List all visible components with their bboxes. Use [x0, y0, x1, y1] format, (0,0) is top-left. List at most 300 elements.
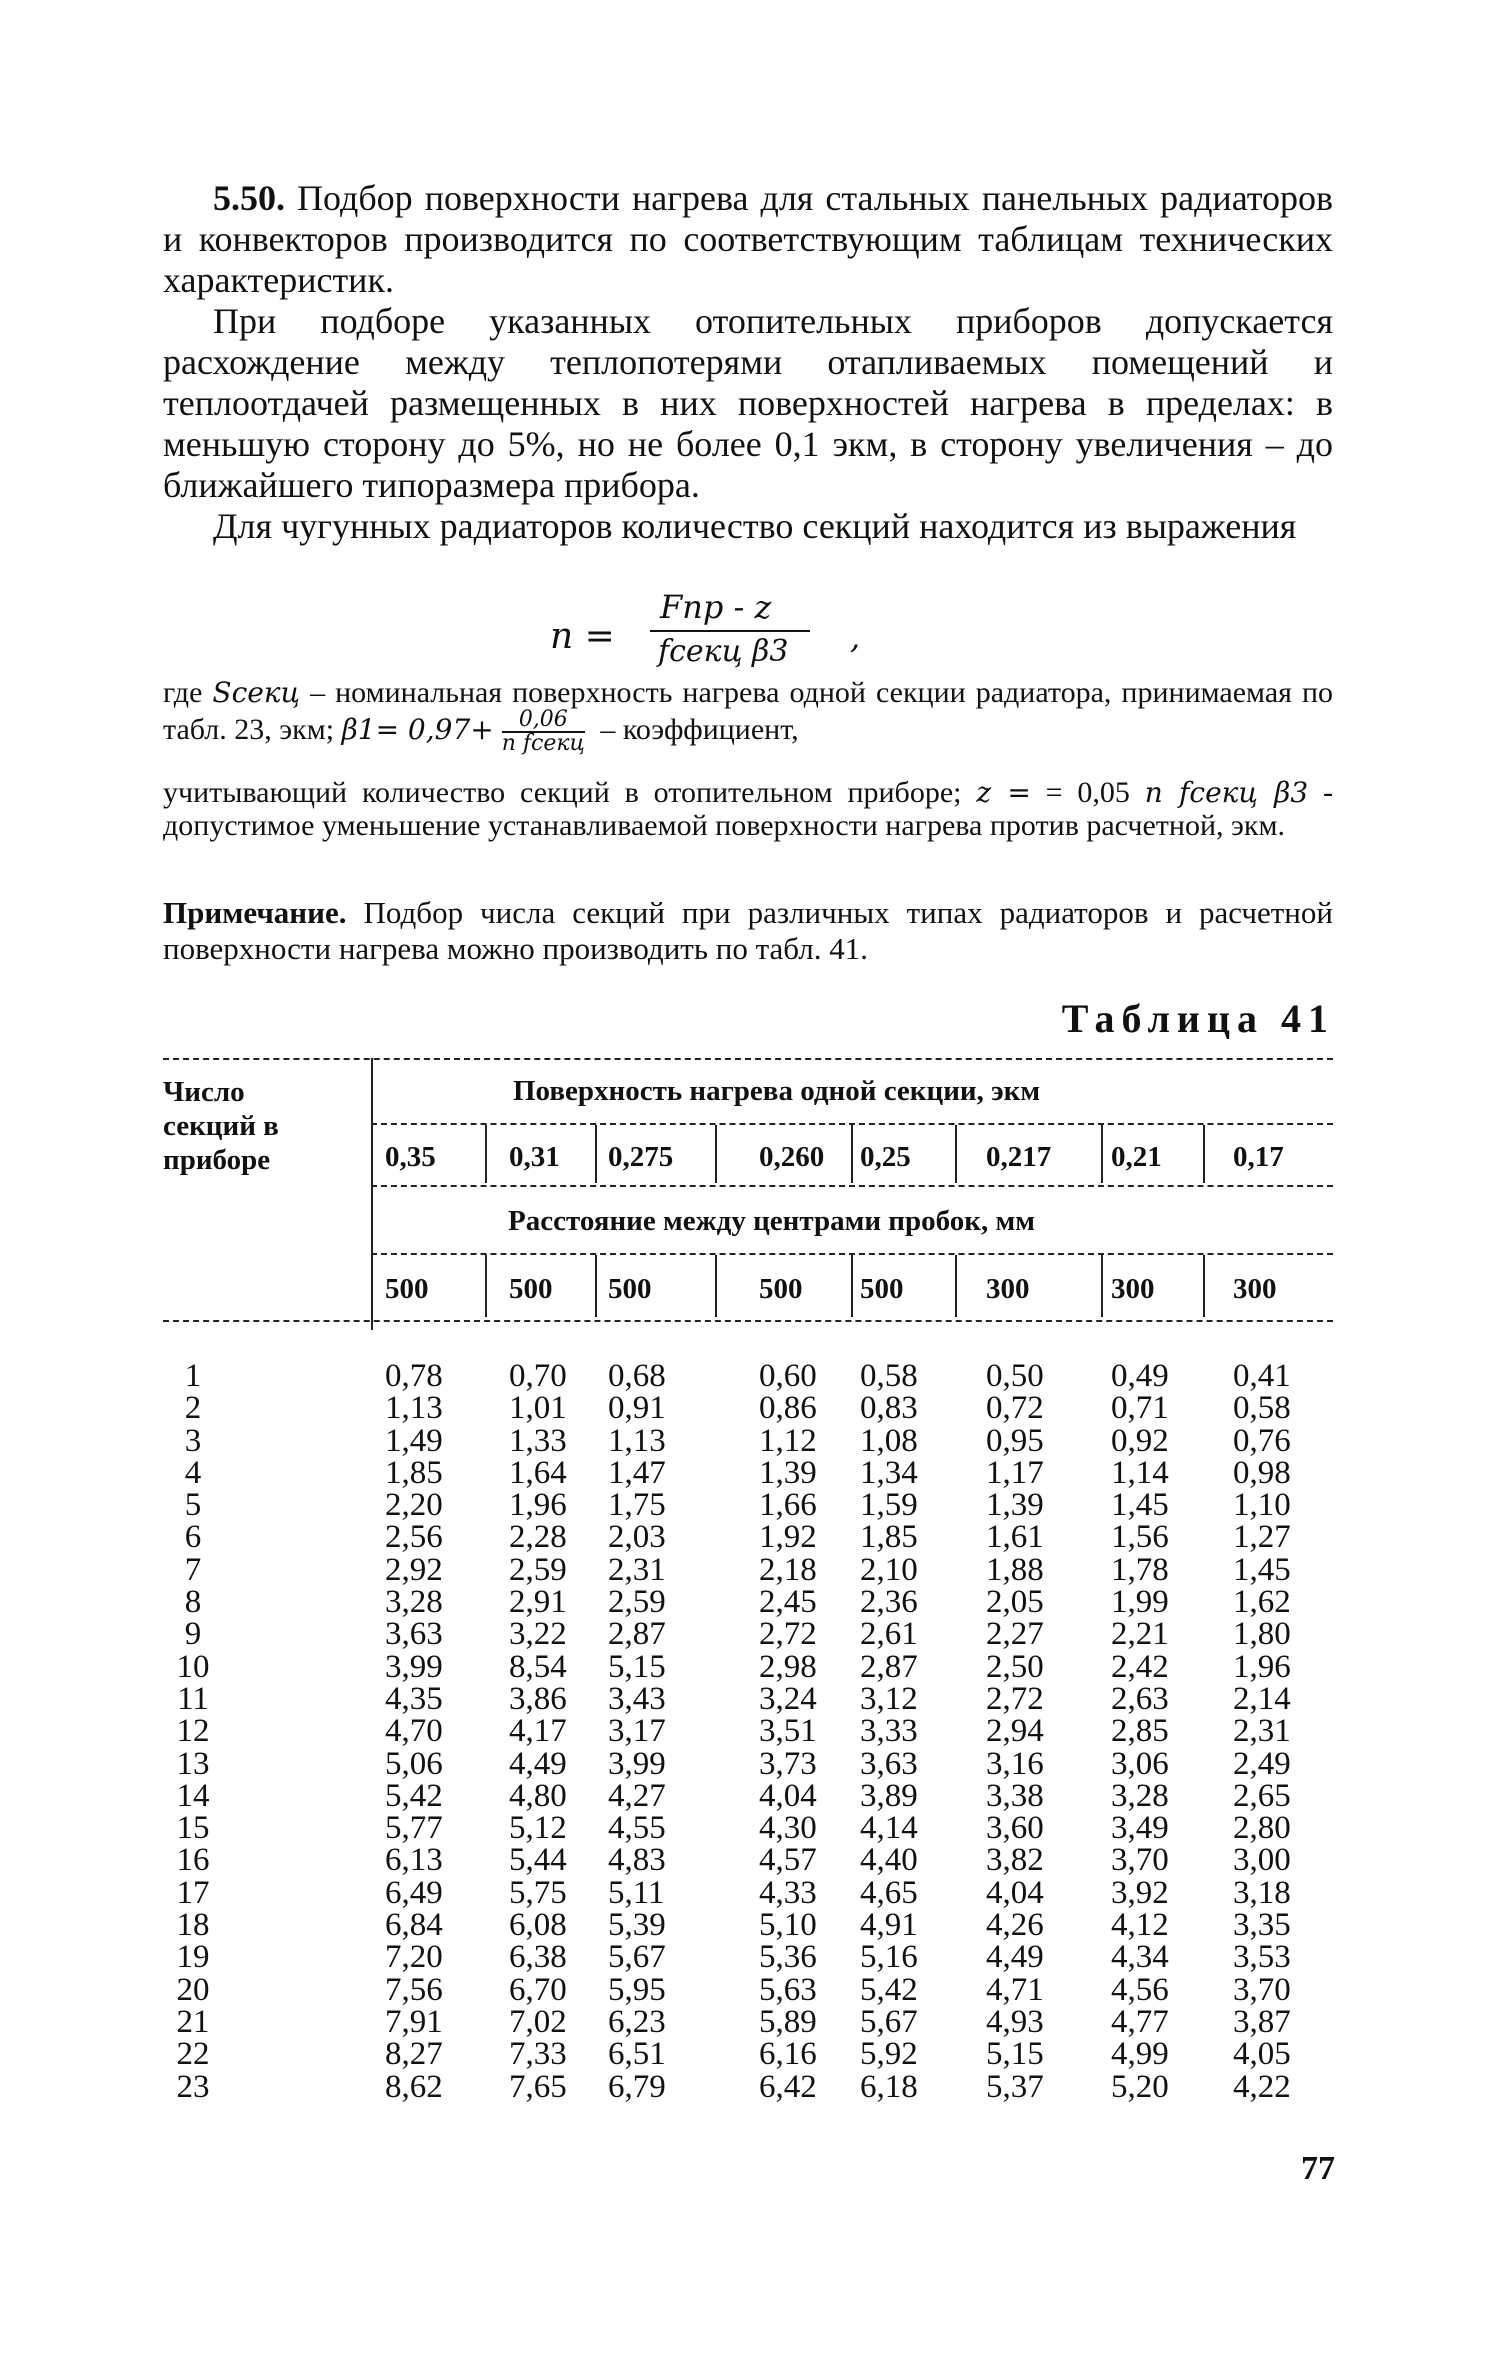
cell-value: 3,49 [1111, 1810, 1169, 1847]
cell-value: 2,20 [385, 1487, 443, 1524]
cell-value: 3,06 [1111, 1745, 1169, 1782]
cell-value: 1,96 [1233, 1648, 1291, 1685]
cell-value: 1,14 [1111, 1454, 1169, 1491]
cell-value: 2,59 [509, 1551, 567, 1588]
cell-value: 2,03 [608, 1519, 666, 1556]
cell-value: 5,10 [759, 1907, 817, 1944]
cell-value: 4,80 [509, 1777, 567, 1814]
table-row [163, 1390, 1333, 1427]
cell-value: 1,49 [385, 1422, 443, 1459]
cell-value: 3,43 [608, 1680, 666, 1717]
cell-value: 0,72 [986, 1390, 1044, 1427]
cell-value: 0,91 [608, 1390, 666, 1427]
cell-value: 4,55 [608, 1810, 666, 1847]
cell-value: 4,91 [860, 1907, 918, 1944]
cell-value: 6,18 [860, 2068, 918, 2105]
cell-value: 0,58 [1233, 1390, 1291, 1427]
cell-value: 3,92 [1111, 1874, 1169, 1911]
surface-header: Поверхность нагрева одной секции, экм [513, 1075, 1041, 1107]
cell-value: 0,49 [1111, 1358, 1169, 1394]
cell-value: 4,33 [759, 1874, 817, 1911]
cell-value: 6,16 [759, 2036, 817, 2073]
cell-value: 3,22 [509, 1616, 567, 1653]
cell-value: 1,34 [860, 1454, 918, 1491]
row-sections-count: 12 [176, 1713, 210, 1750]
cell-value: 5,42 [385, 1777, 443, 1814]
cell-value: 1,99 [1111, 1584, 1169, 1621]
row-sections-count: 9 [184, 1616, 202, 1653]
paragraph-2 [163, 301, 1333, 506]
cell-value: 3,17 [608, 1713, 666, 1750]
word-where: где [163, 676, 203, 709]
explanation-text-3: учитывающий количество секций в отопительном приборе; [163, 776, 962, 809]
distance-header: Расстояние между центрами пробок, мм [508, 1205, 1035, 1237]
row-sections-count: 6 [184, 1519, 202, 1556]
table-row [163, 1971, 1333, 2008]
surface-divider-2 [595, 1125, 597, 1183]
cell-value: 2,50 [986, 1648, 1044, 1685]
cell-value: 4,30 [759, 1810, 817, 1847]
cell-value: 5,63 [759, 1971, 817, 2008]
table-row [163, 1939, 1333, 1976]
cell-value: 6,42 [759, 2068, 817, 2105]
cell-value: 2,14 [1233, 1680, 1291, 1717]
surface-6: 0,21 [1111, 1141, 1162, 1173]
row-sections-count: 22 [176, 2036, 210, 2073]
row-sections-count: 15 [176, 1810, 210, 1847]
sections-formula [550, 588, 870, 678]
cell-value: 2,28 [509, 1519, 567, 1556]
cell-value: 2,27 [986, 1616, 1044, 1653]
surface-divider-3 [715, 1125, 717, 1183]
distance-divider-1 [485, 1255, 487, 1317]
cell-value: 4,93 [986, 2003, 1044, 2040]
cell-value: 1,88 [986, 1551, 1044, 1588]
cell-value: 6,79 [608, 2068, 666, 2105]
cell-value: 7,91 [385, 2003, 443, 2040]
formula-comma: , [850, 618, 861, 656]
cell-value: 8,62 [385, 2068, 443, 2105]
cell-value: 2,87 [608, 1616, 666, 1653]
cell-value: 5,15 [986, 2036, 1044, 2073]
row-sections-count: 4 [184, 1454, 202, 1491]
cell-value: 2,21 [1111, 1616, 1169, 1653]
cell-value: 4,71 [986, 1971, 1044, 2008]
symbol-beta1: β1= 0,97+ [341, 712, 494, 746]
cell-value: 2,05 [986, 1584, 1044, 1621]
cell-value: 5,20 [1111, 2068, 1169, 2105]
cell-value: 2,87 [860, 1648, 918, 1685]
cell-value: 5,67 [860, 2003, 918, 2040]
paragraph-3-text: Для чугунных радиаторов количество секций находится из выражения [213, 506, 1297, 546]
cell-value: 5,77 [385, 1810, 443, 1847]
cell-value: 4,77 [1111, 2003, 1169, 2040]
table-row [163, 1584, 1333, 1621]
surface-4: 0,25 [860, 1141, 911, 1173]
symbol-z: z = [976, 776, 1031, 809]
table-row [163, 1551, 1333, 1588]
cell-value: 3,87 [1233, 2003, 1291, 2040]
cell-value: 2,72 [759, 1616, 817, 1653]
cell-value: 6,23 [608, 2003, 666, 2040]
cell-value: 3,60 [986, 1810, 1044, 1847]
cell-value: 1,39 [759, 1454, 817, 1491]
distance-2: 500 [608, 1273, 652, 1305]
cell-value: 4,22 [1233, 2068, 1291, 2105]
cell-value: 3,16 [986, 1745, 1044, 1782]
cell-value: 2,59 [608, 1584, 666, 1621]
cell-value: 1,66 [759, 1487, 817, 1524]
explanation-text-4: = 0,05 [1045, 776, 1130, 809]
cell-value: 0,92 [1111, 1422, 1169, 1459]
row-sections-count: 5 [184, 1487, 202, 1524]
cell-value: 1,62 [1233, 1584, 1291, 1621]
cell-value: 4,04 [759, 1777, 817, 1814]
cell-value: 0,41 [1233, 1358, 1291, 1394]
cell-value: 1,08 [860, 1422, 918, 1459]
cell-value: 1,33 [509, 1422, 567, 1459]
table-row [163, 1777, 1333, 1814]
cell-value: 3,82 [986, 1842, 1044, 1879]
symbol-n-fsekc-beta3: n fсекц β3 [1144, 776, 1309, 809]
cell-value: 4,57 [759, 1842, 817, 1879]
table-row [163, 2036, 1333, 2073]
cell-value: 1,47 [608, 1454, 666, 1491]
formula-fraction-bar [650, 630, 810, 632]
row-sections-count: 23 [176, 2068, 210, 2105]
explanation-line-3 [163, 776, 1333, 842]
cell-value: 0,50 [986, 1358, 1044, 1394]
surface-divider-1 [485, 1125, 487, 1183]
cell-value: 1,56 [1111, 1519, 1169, 1556]
cell-value: 5,42 [860, 1971, 918, 2008]
distance-1: 500 [509, 1273, 553, 1305]
table-row [163, 1810, 1333, 1847]
cell-value: 1,85 [860, 1519, 918, 1556]
distance-5: 300 [986, 1273, 1030, 1305]
cell-value: 2,85 [1111, 1713, 1169, 1750]
cell-value: 7,33 [509, 2036, 567, 2073]
cell-value: 2,92 [385, 1551, 443, 1588]
cell-value: 6,51 [608, 2036, 666, 2073]
cell-value: 3,73 [759, 1745, 817, 1782]
formula-numerator: Fпр - z [660, 588, 772, 626]
cell-value: 4,26 [986, 1907, 1044, 1944]
cell-value: 2,91 [509, 1584, 567, 1621]
cell-value: 2,61 [860, 1616, 918, 1653]
explanation-text-5: - допустимое уменьшение устанавливаемой поверхности нагрева против расчетной, экм. [163, 776, 1334, 842]
cell-value: 5,75 [509, 1874, 567, 1911]
cell-value: 1,96 [509, 1487, 567, 1524]
table-row [163, 1680, 1333, 1717]
cell-value: 1,92 [759, 1519, 817, 1556]
cell-value: 3,28 [1111, 1777, 1169, 1814]
row-sections-count: 2 [184, 1390, 202, 1427]
cell-value: 5,11 [608, 1874, 665, 1911]
cell-value: 3,99 [385, 1648, 443, 1685]
table-row [163, 1842, 1333, 1879]
cell-value: 6,49 [385, 1874, 443, 1911]
cell-value: 2,31 [1233, 1713, 1291, 1750]
cell-value: 6,84 [385, 1907, 443, 1944]
distance-0: 500 [385, 1273, 429, 1305]
cell-value: 0,68 [608, 1358, 666, 1394]
surface-7: 0,17 [1233, 1141, 1284, 1173]
row-sections-count: 10 [176, 1648, 210, 1685]
cell-value: 0,78 [385, 1358, 443, 1394]
paragraph-5-50 [163, 178, 1333, 301]
cell-value: 2,56 [385, 1519, 443, 1556]
row-sections-count: 8 [184, 1584, 202, 1621]
cell-value: 5,37 [986, 2068, 1044, 2105]
cell-value: 0,76 [1233, 1422, 1291, 1459]
cell-value: 4,17 [509, 1713, 567, 1750]
cell-value: 0,60 [759, 1358, 817, 1394]
cell-value: 3,63 [385, 1616, 443, 1653]
cell-value: 2,49 [1233, 1745, 1291, 1782]
cell-value: 1,78 [1111, 1551, 1169, 1588]
cell-value: 2,31 [608, 1551, 666, 1588]
explanation-text-1: – номинальная поверхность нагрева одной секции радиатора, принимаемая по табл. 23, экм; [163, 676, 1334, 746]
cell-value: 2,10 [860, 1551, 918, 1588]
col0-header-line1: Число [163, 1076, 245, 1108]
cell-value: 2,65 [1233, 1777, 1291, 1814]
cell-value: 1,27 [1233, 1519, 1291, 1556]
cell-value: 5,36 [759, 1939, 817, 1976]
table-row [163, 1519, 1333, 1556]
row-sections-count: 14 [176, 1777, 210, 1814]
row-sections-count: 11 [177, 1680, 209, 1717]
table-row [163, 2068, 1333, 2105]
cell-value: 0,86 [759, 1390, 817, 1427]
cell-value: 5,67 [608, 1939, 666, 1976]
table-body [163, 1360, 1333, 2103]
header-bottom-rule [163, 1320, 1333, 1322]
cell-value: 5,89 [759, 2003, 817, 2040]
cell-value: 3,86 [509, 1680, 567, 1717]
distance-divider-6 [1101, 1255, 1103, 1317]
cell-value: 5,95 [608, 1971, 666, 2008]
cell-value: 1,39 [986, 1487, 1044, 1524]
cell-value: 1,12 [759, 1422, 817, 1459]
page-number: 77 [1301, 2150, 1335, 2187]
formula-denominator: fсекц β3 [658, 634, 789, 669]
table-row [163, 1360, 1333, 1392]
cell-value: 5,12 [509, 1810, 567, 1847]
cell-value: 4,99 [1111, 2036, 1169, 2073]
cell-value: 2,72 [986, 1680, 1044, 1717]
cell-value: 3,33 [860, 1713, 918, 1750]
cell-value: 5,06 [385, 1745, 443, 1782]
cell-value: 2,98 [759, 1648, 817, 1685]
table-row [163, 1616, 1333, 1653]
cell-value: 6,38 [509, 1939, 567, 1976]
cell-value: 1,01 [509, 1390, 567, 1427]
col0-header-line2: секций в [163, 1110, 279, 1142]
header-top-rule [163, 1058, 1333, 1060]
distance-6: 300 [1111, 1273, 1155, 1305]
cell-value: 4,27 [608, 1777, 666, 1814]
cell-value: 3,51 [759, 1713, 817, 1750]
cell-value: 2,63 [1111, 1680, 1169, 1717]
symbol-s-sekc: Sсекц [212, 676, 301, 709]
cell-value: 3,12 [860, 1680, 918, 1717]
cell-value: 4,65 [860, 1874, 918, 1911]
cell-value: 1,85 [385, 1454, 443, 1491]
cell-value: 3,35 [1233, 1907, 1291, 1944]
beta1-fraction [502, 709, 585, 755]
column-sections-header [163, 1075, 279, 1177]
formula-lhs: n = [550, 616, 615, 657]
cell-value: 0,83 [860, 1390, 918, 1427]
cell-value: 4,35 [385, 1680, 443, 1717]
cell-value: 6,70 [509, 1971, 567, 2008]
surface-divider-5 [955, 1125, 957, 1183]
cell-value: 2,80 [1233, 1810, 1291, 1847]
surface-divider-6 [1101, 1125, 1103, 1183]
cell-value: 3,18 [1233, 1874, 1291, 1911]
cell-value: 3,89 [860, 1777, 918, 1814]
cell-value: 3,53 [1233, 1939, 1291, 1976]
row-sections-count: 16 [176, 1842, 210, 1879]
cell-value: 7,65 [509, 2068, 567, 2105]
distance-divider-5 [955, 1255, 957, 1317]
cell-value: 5,39 [608, 1907, 666, 1944]
table-row [163, 1907, 1333, 1944]
paragraph-1-text: Подбор поверхности нагрева для стальных панельных радиаторов и конвекторов производится по соответствующим таблицам технических характеристик. [163, 178, 1333, 300]
paragraph-3 [163, 506, 1333, 547]
cell-value: 3,00 [1233, 1842, 1291, 1879]
cell-value: 0,98 [1233, 1454, 1291, 1491]
cell-value: 8,54 [509, 1648, 567, 1685]
cell-value: 5,15 [608, 1648, 666, 1685]
cell-value: 1,17 [986, 1454, 1044, 1491]
cell-value: 3,28 [385, 1584, 443, 1621]
cell-value: 7,56 [385, 1971, 443, 2008]
distance-7: 300 [1233, 1273, 1277, 1305]
row-sections-count: 7 [184, 1551, 202, 1588]
surface-1: 0,31 [509, 1141, 560, 1173]
table-row [163, 1422, 1333, 1459]
cell-value: 4,04 [986, 1874, 1044, 1911]
cell-value: 5,16 [860, 1939, 918, 1976]
cell-value: 4,12 [1111, 1907, 1169, 1944]
cell-value: 3,70 [1233, 1971, 1291, 2008]
cell-value: 1,64 [509, 1454, 567, 1491]
note-label: Примечание. [163, 895, 347, 930]
header-rule-3 [371, 1185, 1333, 1187]
beta1-numerator: 0,06 [502, 709, 585, 733]
cell-value: 0,58 [860, 1358, 918, 1394]
note-text: Подбор числа секций при различных типах радиаторов и расчетной поверхности нагрева можно производить по табл. 41. [163, 895, 1333, 966]
cell-value: 4,49 [986, 1939, 1044, 1976]
row-sections-count: 18 [176, 1907, 210, 1944]
row-sections-count: 19 [176, 1939, 210, 1976]
cell-value: 0,95 [986, 1422, 1044, 1459]
cell-value: 4,70 [385, 1713, 443, 1750]
cell-value: 4,05 [1233, 2036, 1291, 2073]
table-header [163, 1045, 1333, 1330]
cell-value: 1,61 [986, 1519, 1044, 1556]
cell-value: 4,56 [1111, 1971, 1169, 2008]
cell-value: 1,75 [608, 1487, 666, 1524]
cell-value: 3,38 [986, 1777, 1044, 1814]
section-number: 5.50. [213, 178, 285, 218]
cell-value: 1,13 [385, 1390, 443, 1427]
cell-value: 3,99 [608, 1745, 666, 1782]
distance-divider-4 [851, 1255, 853, 1317]
cell-value: 2,42 [1111, 1648, 1169, 1685]
distance-divider-2 [595, 1255, 597, 1317]
table-row [163, 1487, 1333, 1524]
beta1-denominator: n fсекц [501, 731, 585, 756]
row-sections-count: 20 [176, 1971, 210, 2008]
cell-value: 8,27 [385, 2036, 443, 2073]
distance-4: 500 [860, 1273, 904, 1305]
table-row [163, 1745, 1333, 1782]
note [163, 895, 1333, 967]
cell-value: 4,14 [860, 1810, 918, 1847]
cell-value: 4,34 [1111, 1939, 1169, 1976]
table-row [163, 1874, 1333, 1911]
cell-value: 0,70 [509, 1358, 567, 1394]
cell-value: 0,71 [1111, 1390, 1169, 1427]
cell-value: 4,40 [860, 1842, 918, 1879]
cell-value: 2,18 [759, 1551, 817, 1588]
cell-value: 4,83 [608, 1842, 666, 1879]
cell-value: 1,80 [1233, 1616, 1291, 1653]
col0-header-line3: приборе [163, 1144, 271, 1176]
cell-value: 7,20 [385, 1939, 443, 1976]
row-sections-count: 1 [184, 1358, 202, 1394]
cell-value: 5,92 [860, 2036, 918, 2073]
cell-value: 1,45 [1233, 1551, 1291, 1588]
paragraph-2-text: При подборе указанных отопительных приборов допускается расхождение между теплопотерями отапливаемых помещений и теплоотдачей размещенных в них поверхностей нагрева в пределах: в меньшую сторону до 5%, но не более 0,1 экм, в сторону увеличения – до ближайшего типоразмера прибора. [163, 301, 1333, 505]
surface-0: 0,35 [385, 1141, 436, 1173]
table-title: Таблица 41 [1061, 996, 1335, 1041]
distance-divider-7 [1203, 1255, 1205, 1317]
surface-3: 0,260 [759, 1141, 825, 1173]
table-row [163, 1454, 1333, 1491]
cell-value: 6,13 [385, 1842, 443, 1879]
row-sections-count: 13 [176, 1745, 210, 1782]
header-column-divider [371, 1058, 373, 1330]
cell-value: 6,08 [509, 1907, 567, 1944]
cell-value: 7,02 [509, 2003, 567, 2040]
cell-value: 1,13 [608, 1422, 666, 1459]
row-sections-count: 17 [176, 1874, 210, 1911]
cell-value: 2,45 [759, 1584, 817, 1621]
cell-value: 3,63 [860, 1745, 918, 1782]
surface-5: 0,217 [986, 1141, 1052, 1173]
row-sections-count: 3 [184, 1422, 202, 1459]
explanation-line-1 [163, 676, 1333, 755]
surface-divider-7 [1203, 1125, 1205, 1183]
cell-value: 5,44 [509, 1842, 567, 1879]
table-row [163, 1648, 1333, 1685]
explanation-text-2: – коэффициент, [600, 712, 799, 746]
distance-3: 500 [759, 1273, 803, 1305]
cell-value: 2,36 [860, 1584, 918, 1621]
cell-value: 2,94 [986, 1713, 1044, 1750]
table-row [163, 1713, 1333, 1750]
cell-value: 4,49 [509, 1745, 567, 1782]
row-sections-count: 21 [176, 2003, 210, 2040]
cell-value: 1,10 [1233, 1487, 1291, 1524]
cell-value: 1,59 [860, 1487, 918, 1524]
table-row [163, 2003, 1333, 2040]
distance-divider-3 [715, 1255, 717, 1317]
